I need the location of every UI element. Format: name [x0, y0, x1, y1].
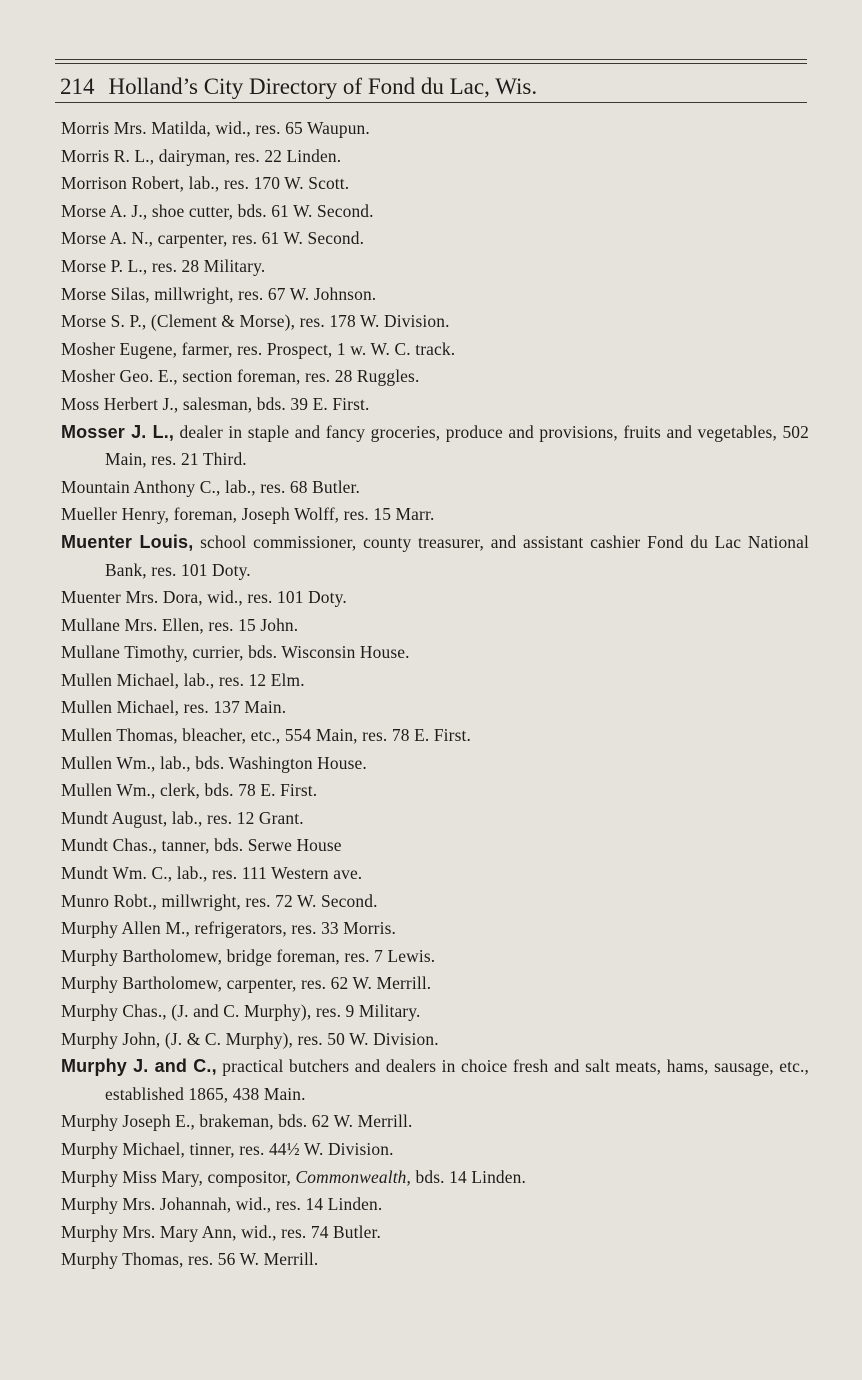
entry-text: Morse A. J., shoe cutter, bds. 61 W. Second.: [61, 200, 374, 221]
directory-entry: [61, 474, 809, 502]
directory-entry: [61, 667, 809, 695]
entry-text: Mueller Henry, foreman, Joseph Wolff, res. 15 Marr.: [61, 504, 435, 525]
directory-entry: [61, 888, 809, 916]
entry-text: Murphy Mrs. Johannah, wid., res. 14 Linden.: [61, 1194, 383, 1215]
entry-text: Murphy Bartholomew, carpenter, res. 62 W. Merrill.: [61, 973, 432, 994]
entry-text: Mosher Eugene, farmer, res. Prospect, 1 w. W. C. track.: [61, 338, 456, 359]
entry-text: Murphy Michael, tinner, res. 44½ W. Division.: [61, 1138, 394, 1159]
entry-text: Mosher Geo. E., section foreman, res. 28 Ruggles.: [61, 366, 420, 387]
directory-entry: [61, 832, 809, 860]
entry-text: Mullen Wm., lab., bds. Washington House.: [61, 752, 367, 773]
entry-text: Murphy Thomas, res. 56 W. Merrill.: [61, 1249, 319, 1270]
directory-entry: [61, 1136, 809, 1164]
directory-entry: [61, 225, 809, 253]
entry-text-after: , bds. 14 Linden.: [406, 1166, 526, 1187]
entry-text: Mullen Thomas, bleacher, etc., 554 Main, res. 78 E. First.: [61, 725, 471, 746]
header-double-rule: [55, 59, 807, 64]
page-number: 214: [60, 74, 95, 99]
directory-entry: [61, 336, 809, 364]
page-title: Holland’s City Directory of Fond du Lac, Wis.: [108, 74, 538, 99]
directory-entry: [61, 281, 809, 309]
entry-text: dealer in staple and fancy groceries, produce and provisions, fruits and vegetables, 502 Main, res. 21 Third.: [105, 421, 809, 470]
entry-name-bold: Mosser J. L.,: [61, 421, 175, 442]
directory-entry: [61, 170, 809, 198]
entry-text: Mundt Wm. C., lab., res. 111 Western ave.: [61, 863, 363, 884]
directory-entry-featured: [61, 529, 809, 584]
entry-text: Mullane Timothy, currier, bds. Wisconsin House.: [61, 642, 410, 663]
entry-text: Murphy Joseph E., brakeman, bds. 62 W. Merrill.: [61, 1111, 413, 1132]
directory-entry: [61, 722, 809, 750]
directory-entry: [61, 501, 809, 529]
directory-entry: [61, 694, 809, 722]
directory-entry: [61, 998, 809, 1026]
entry-text: Muenter Mrs. Dora, wid., res. 101 Doty.: [61, 587, 347, 608]
entry-text: Murphy John, (J. & C. Murphy), res. 50 W. Division.: [61, 1028, 439, 1049]
directory-entry: [61, 198, 809, 226]
directory-entry: [61, 363, 809, 391]
entry-text: Morse S. P., (Clement & Morse), res. 178 W. Division.: [61, 311, 450, 332]
directory-entry: [61, 1219, 809, 1247]
entry-text: Mountain Anthony C., lab., res. 68 Butler.: [61, 476, 361, 497]
directory-entry: [61, 915, 809, 943]
directory-entry: [61, 391, 809, 419]
directory-entry: [61, 143, 809, 171]
header-rule: [55, 102, 807, 103]
entry-text: Murphy Miss Mary, compositor,: [61, 1166, 296, 1187]
entry-text: practical butchers and dealers in choice fresh and salt meats, hams, sausage, etc., established 1865, 438 Main.: [105, 1056, 809, 1104]
directory-entry-featured: [61, 1053, 809, 1108]
entry-text: Morse P. L., res. 28 Military.: [61, 255, 266, 276]
directory-entry: [61, 584, 809, 612]
directory-entry: [61, 970, 809, 998]
directory-entry: [61, 612, 809, 640]
directory-entry: [61, 805, 809, 833]
entry-text: Murphy Bartholomew, bridge foreman, res. 7 Lewis.: [61, 945, 436, 966]
entry-text: Mullen Michael, res. 137 Main.: [61, 697, 287, 718]
page-header: [60, 72, 808, 102]
directory-entry: [61, 115, 809, 143]
directory-entries: [61, 115, 809, 1274]
entry-italic-text: Commonwealth: [295, 1166, 407, 1187]
directory-entry: [61, 1246, 809, 1274]
directory-entry-featured: [61, 419, 809, 474]
directory-entry: [61, 1164, 809, 1192]
entry-text: Morris R. L., dairyman, res. 22 Linden.: [61, 145, 342, 166]
entry-name-bold: Murphy J. and C.,: [61, 1056, 217, 1077]
entry-name-bold: Muenter Louis,: [61, 531, 194, 552]
directory-entry: [61, 943, 809, 971]
entry-text: Mullane Mrs. Ellen, res. 15 John.: [61, 614, 299, 635]
directory-entry: [61, 750, 809, 778]
entry-text: Moss Herbert J., salesman, bds. 39 E. First.: [61, 393, 370, 414]
entry-text: Mundt August, lab., res. 12 Grant.: [61, 807, 304, 828]
directory-entry: [61, 253, 809, 281]
directory-entry: [61, 1108, 809, 1136]
entry-text: Morse Silas, millwright, res. 67 W. Johnson.: [61, 283, 377, 304]
entry-text: Murphy Allen M., refrigerators, res. 33 Morris.: [61, 918, 396, 939]
directory-entry: [61, 777, 809, 805]
entry-text: Morrison Robert, lab., res. 170 W. Scott.: [61, 173, 350, 194]
entry-text: Munro Robt., millwright, res. 72 W. Second.: [61, 890, 378, 911]
entry-text: Mundt Chas., tanner, bds. Serwe House: [61, 835, 342, 856]
entry-text: Mullen Michael, lab., res. 12 Elm.: [61, 669, 305, 690]
entry-text: Murphy Mrs. Mary Ann, wid., res. 74 Butler.: [61, 1221, 381, 1242]
directory-entry: [61, 308, 809, 336]
entry-text: school commissioner, county treasurer, and assistant cashier Fond du Lac National Bank, res. 101 Doty.: [105, 531, 809, 580]
entry-text: Mullen Wm., clerk, bds. 78 E. First.: [61, 780, 318, 801]
directory-entry: [61, 1026, 809, 1054]
entry-text: Morris Mrs. Matilda, wid., res. 65 Waupun.: [61, 118, 370, 138]
entry-text: Murphy Chas., (J. and C. Murphy), res. 9 Military.: [61, 1001, 421, 1021]
entry-text: Morse A. N., carpenter, res. 61 W. Second.: [61, 228, 365, 249]
directory-entry: [61, 639, 809, 667]
directory-entry: [61, 860, 809, 888]
directory-entry: [61, 1191, 809, 1219]
